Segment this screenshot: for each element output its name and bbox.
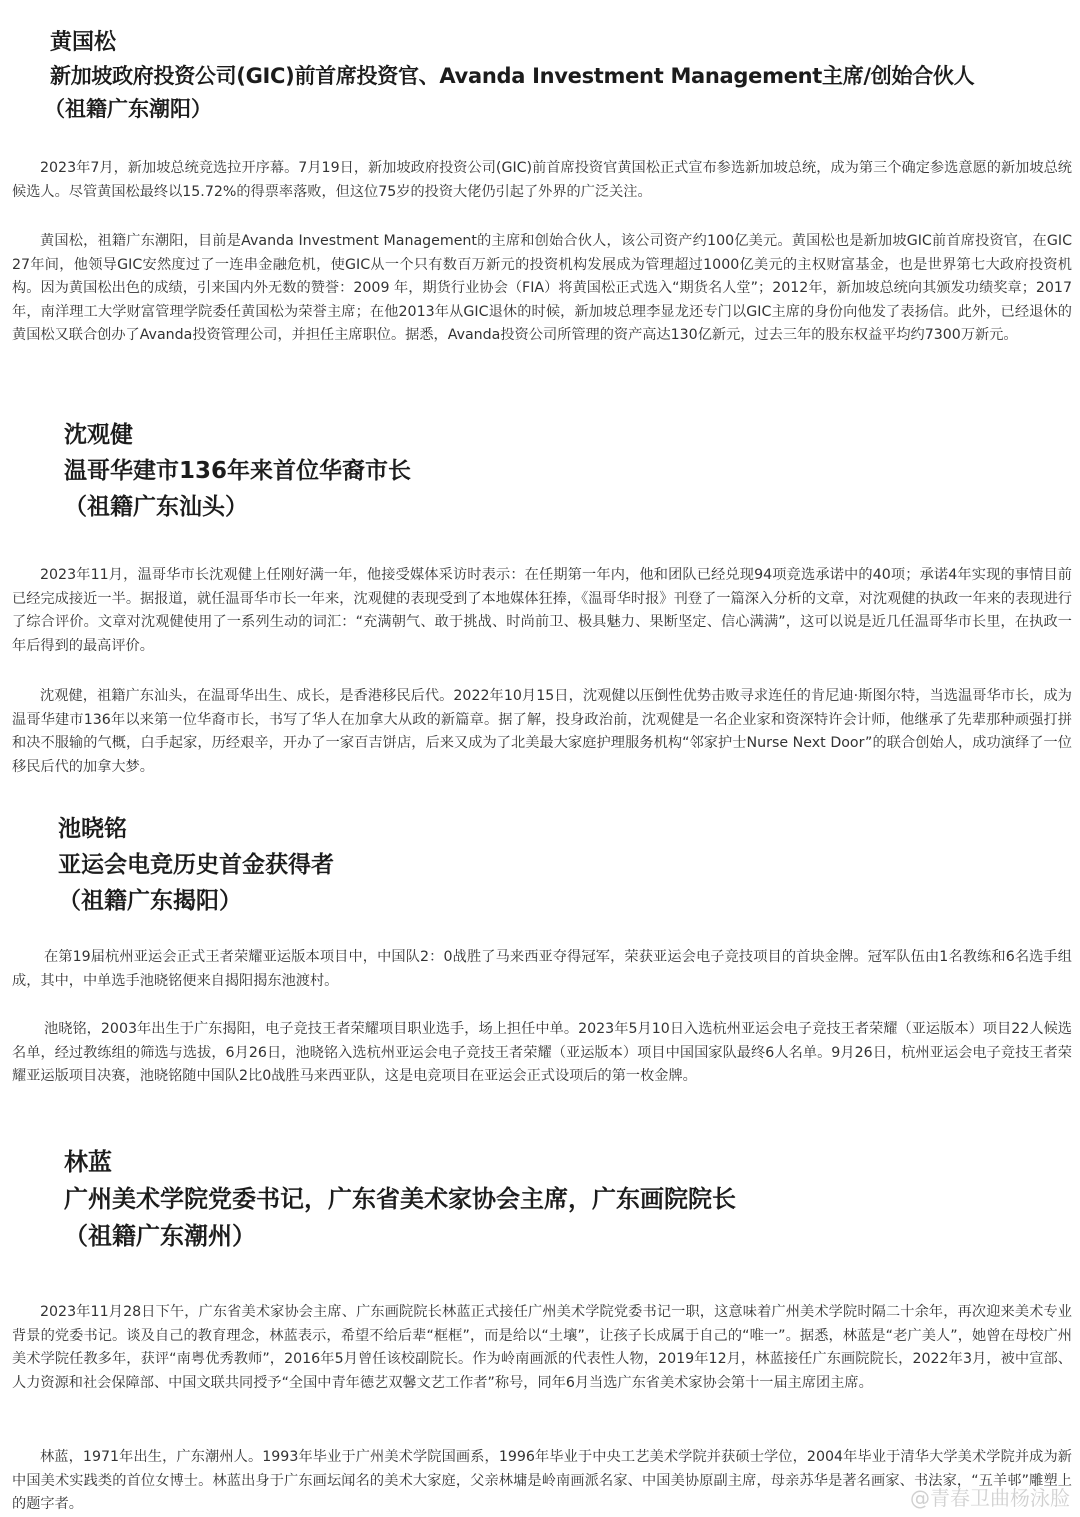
person-title: 亚运会电竞历史首金获得者 <box>58 852 334 878</box>
paragraph: 林蓝，1971年出生，广东潮州人。1993年毕业于广州美术学院国画系，1996年毕业于中央工艺美术学院并获硕士学位，2004年毕业于清华大学美术学院并成为新中国美术实践类的首位女博士。林蓝出身于广东画坛闻名的美术大家庭，父亲林墉是岭南画派名家、中国美协原副主席，母亲苏华是著名画家、书法家，“五羊邨”雕塑上的题字者。 <box>12 1449 1072 1512</box>
person-name: 黄国松 <box>50 30 117 55</box>
person-origin: （祖籍广东揭阳） <box>58 888 242 914</box>
paragraph: 池晓铭，2003年出生于广东揭阳，电子竞技王者荣耀项目职业选手，场上担任中单。2023年5月10日入选杭州亚运会电子竞技王者荣耀（亚运版本）项目22人候选名单，经过教练组的筛选与选拔，6月26日，池晓铭入选杭州亚运会电子竞技王者荣耀（亚运版本）项目中国国家队最终6人名单。9月26日，杭州亚运会电子竞技王者荣耀亚运版项目决赛，池晓铭随中国队2比0战胜马来西亚队，这是电竞项目在亚运会正式设项后的第一枚金牌。 <box>12 1021 1072 1084</box>
watermark-text: @青春卫曲杨泳脸 <box>910 1486 1070 1510</box>
paragraph: 2023年11月28日下午，广东省美术家协会主席、广东画院院长林蓝正式接任广州美术学院党委书记一职，这意味着广州美术学院时隔二十余年，再次迎来美术专业背景的党委书记。谈及自己的教育理念，林蓝表示，希望不给后辈“框框”，而是给以“土壤”，让孩子长成属于自己的“唯一”。据悉，林蓝是“老广美人”，她曾在母校广州美术学院任教多年，获评“南粤优秀教师”，2016年5月曾任该校副院长。作为岭南画派的代表性人物，2019年12月，林蓝接任广东画院院长，2022年3月，被中宣部、人力资源和社会保障部、中国文联共同授予“全国中青年德艺双馨文艺工作者”称号，同年6月当选广东省美术家协会第十一届主席团主席。 <box>12 1304 1072 1391</box>
person-name: 沈观健 <box>64 422 133 448</box>
section-heading-1 <box>44 30 975 121</box>
person-title: 温哥华建市136年来首位华裔市长 <box>64 458 412 484</box>
section-heading-2 <box>64 424 411 519</box>
section-heading-3 <box>58 818 334 913</box>
paragraph: 黄国松，祖籍广东潮阳，目前是Avanda Investment Management的主席和创始合伙人，该公司资产约100亿美元。黄国松也是新加坡GIC前首席投资官，在GIC 27年间，他领导GIC安然度过了一连串金融危机，使GIC从一个只有数百万新元的投资机构发展成为管理超过1000亿美元的主权财富基金，也是世界第七大政府投资机构。因为黄国松出色的成绩，引来国内外无数的赞誉：2009 年，期货行业协会（FIA）将黄国松正式选入“期货名人堂”；2012年，新加坡总统向其颁发功绩奖章；2017年，南洋理工大学财富管理学院委任黄国松为荣誉主席；在他2013年从GIC退休的时候，新加坡总理李显龙还专门以GIC主席的身份向他发了表扬信。此外，已经退休的黄国松又联合创办了Avanda投资管理公司，并担任主席职位。据悉，Avanda投资公司所管理的资产高达130亿新元，过去三年的股东权益平均约7300万新元。 <box>12 233 1072 343</box>
person-origin: （祖籍广东汕头） <box>64 494 248 520</box>
paragraph: 沈观健，祖籍广东汕头，在温哥华出生、成长，是香港移民后代。2022年10月15日，沈观健以压倒性优势击败寻求连任的肯尼迪·斯图尔特，当选温哥华市长，成为温哥华建市136年以来第一位华裔市长，书写了华人在加拿大从政的新篇章。据了解，投身政治前，沈观健是一名企业家和资深特许会计师，他继承了先辈那种顽强打拼和决不服输的气概，白手起家，历经艰辛，开办了一家百吉饼店，后来又成为了北美最大家庭护理服务机构“邻家护士Nurse Next Door”的联合创始人，成功演绎了一位移民后代的加拿大梦。 <box>12 688 1072 775</box>
person-title: 新加坡政府投资公司(GIC)前首席投资官、Avanda Investment Management主席/创始合伙人 <box>50 64 975 88</box>
person-name: 池晓铭 <box>58 816 127 842</box>
person-name: 林蓝 <box>64 1148 112 1176</box>
person-origin: （祖籍广东潮阳） <box>44 97 212 121</box>
person-title: 广州美术学院党委书记，广东省美术家协会主席，广东画院院长 <box>64 1185 736 1213</box>
section-heading-4 <box>64 1150 736 1248</box>
person-origin: （祖籍广东潮州） <box>64 1222 256 1250</box>
paragraph: 2023年7月，新加坡总统竞选拉开序幕。7月19日，新加坡政府投资公司(GIC)前首席投资官黄国松正式宣布参选新加坡总统，成为第三个确定参选意愿的新加坡总统候选人。尽管黄国松最终以15.72%的得票率落败，但这位75岁的投资大佬仍引起了外界的广泛关注。 <box>12 160 1072 200</box>
paragraph: 2023年11月，温哥华市长沈观健上任刚好满一年，他接受媒体采访时表示：在任期第一年内，他和团队已经兑现94项竞选承诺中的40项；承诺4年实现的事情目前已经完成接近一半。据报道，就任温哥华市长一年来，沈观健的表现受到了本地媒体狂捧，《温哥华时报》刊登了一篇深入分析的文章，对沈观健的执政一年来的表现进行了综合评价。文章对沈观健使用了一系列生动的词汇：“充满朝气、敢于挑战、时尚前卫、极具魅力、果断坚定、信心满满”，这可以说是近几任温哥华市长里，在执政一年后得到的最高评价。 <box>12 567 1072 654</box>
paragraph: 在第19届杭州亚运会正式王者荣耀亚运版本项目中，中国队2：0战胜了马来西亚夺得冠军，荣获亚运会电子竞技项目的首块金牌。冠军队伍由1名教练和6名选手组成，其中，中单选手池晓铭便来自揭阳揭东池渡村。 <box>12 949 1072 989</box>
